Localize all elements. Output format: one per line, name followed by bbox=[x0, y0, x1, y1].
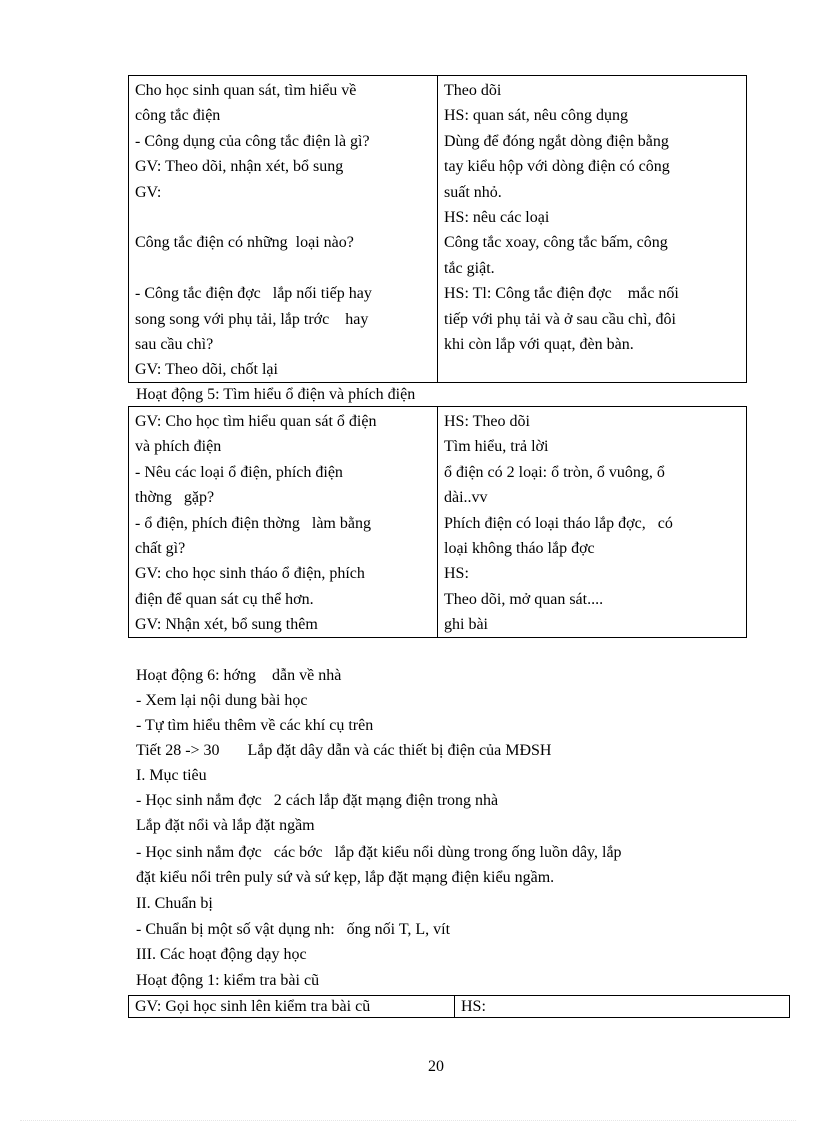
body-line: Lắp đặt nổi và lắp đặt ngầm bbox=[136, 817, 315, 834]
heading-activity-5: Hoạt động 5: Tìm hiểu ổ điện và phích điện bbox=[136, 386, 416, 403]
table-1-right-line: tắc giật. bbox=[444, 259, 495, 277]
table-1-left-line bbox=[135, 205, 437, 230]
table-1-right-column bbox=[438, 76, 746, 382]
body-line: Hoạt động 6: hớng dẫn về nhà bbox=[136, 667, 342, 684]
table-1-left-line: - Công tắc điện đợc lắp nối tiếp hay bbox=[135, 285, 372, 303]
table-1-left-column bbox=[129, 76, 438, 382]
table-1 bbox=[128, 75, 747, 383]
body-line: I. Mục tiêu bbox=[136, 767, 207, 784]
table-2-right-line: ổ điện có 2 loại: ổ tròn, ổ vuông, ổ bbox=[444, 463, 665, 481]
table-3-right-cell bbox=[455, 996, 789, 1017]
table-1-right-line: HS: Tl: Công tắc điện đợc mắc nối bbox=[444, 285, 679, 303]
table-2-right-line: ghi bài bbox=[444, 616, 488, 634]
body-line: - Xem lại nội dung bài học bbox=[136, 692, 308, 709]
table-2-left-line: - Nêu các loại ổ điện, phích điện bbox=[135, 463, 343, 481]
table-2-right-line: HS: bbox=[444, 565, 469, 583]
body-line: II. Chuẩn bị bbox=[136, 895, 213, 912]
body-line: - Học sinh nắm đợc 2 cách lắp đặt mạng điện trong nhà bbox=[136, 792, 499, 809]
table-2-left-line: chất gì? bbox=[135, 539, 186, 557]
table-2-left-line: điện để quan sát cụ thể hơn. bbox=[135, 590, 314, 608]
table-2-left-line: GV: cho học sinh tháo ổ điện, phích bbox=[135, 565, 365, 583]
table-1-left-line: GV: bbox=[135, 183, 162, 201]
table-1-left-line: Công tắc điện có những loại nào? bbox=[135, 234, 354, 252]
table-2-left-line: thờng gặp? bbox=[135, 489, 215, 507]
table-1-left-line bbox=[135, 256, 437, 281]
table-2-left-column bbox=[129, 407, 438, 637]
body-line: - Học sinh nắm đợc các bớc lắp đặt kiểu nổi dùng trong ống luồn dây, lắp bbox=[136, 844, 622, 861]
table-2-right-line: HS: Theo dõi bbox=[444, 413, 530, 430]
body-line: III. Các hoạt động dạy học bbox=[136, 946, 307, 963]
table-3 bbox=[128, 995, 790, 1018]
body-line: - Chuẩn bị một số vật dụng nh: ống nối T, L, vít bbox=[136, 921, 451, 938]
table-2-right-line: Phích điện có loại tháo lắp đợc, có bbox=[444, 514, 673, 532]
table-2-left-line: GV: Nhận xét, bổ sung thêm bbox=[135, 616, 318, 634]
body-line: đặt kiểu nổi trên puly sứ và sứ kẹp, lắp đặt mạng điện kiểu ngầm. bbox=[136, 869, 555, 886]
table-1-left-line: GV: Theo dõi, chốt lại bbox=[135, 361, 278, 379]
table-2-right-line: Tìm hiểu, trả lời bbox=[444, 438, 549, 456]
table-1-left-line: song song với phụ tải, lắp trớc hay bbox=[135, 310, 369, 328]
table-1-right-line: tay kiểu hộp với dòng điện có công bbox=[444, 158, 670, 176]
table-2-left-line: và phích điện bbox=[135, 438, 222, 456]
table-1-right-line: tiếp với phụ tải và ở sau cầu chì, đôi bbox=[444, 310, 676, 328]
table-1-right-line: Dùng để đóng ngắt dòng điện bằng bbox=[444, 132, 669, 150]
table-1-left-line: Cho học sinh quan sát, tìm hiểu về bbox=[135, 82, 357, 99]
table-1-left-line: - Công dụng của công tắc điện là gì? bbox=[135, 132, 370, 150]
table-3-left-text: GV: Gọi học sinh lên kiểm tra bài cũ bbox=[135, 998, 371, 1015]
table-2-left-line: GV: Cho học tìm hiểu quan sát ổ điện bbox=[135, 413, 377, 430]
table-2-right-line: Theo dõi, mở quan sát.... bbox=[444, 590, 604, 608]
page-number: 20 bbox=[428, 1058, 444, 1075]
footer-dotted-line bbox=[20, 1120, 796, 1121]
table-1-right-line: HS: nêu các loại bbox=[444, 208, 550, 226]
table-2-right-column bbox=[438, 407, 746, 637]
body-line: Tiết 28 -> 30 Lắp đặt dây dẫn và các thiết bị điện của MĐSH bbox=[136, 742, 552, 759]
table-1-left-line: sau cầu chì? bbox=[135, 335, 214, 353]
table-2-left-line: - ổ điện, phích điện thờng làm bằng bbox=[135, 514, 371, 532]
table-1-right-line: khi còn lắp với quạt, đèn bàn. bbox=[444, 335, 634, 353]
table-2-right-line: loại không tháo lắp đợc bbox=[444, 539, 595, 557]
table-2 bbox=[128, 406, 747, 638]
table-1-left-line: GV: Theo dõi, nhận xét, bổ sung bbox=[135, 158, 344, 176]
table-3-left-cell bbox=[129, 996, 455, 1017]
table-2-right-line: dài..vv bbox=[444, 489, 488, 507]
table-1-right-line: suất nhỏ. bbox=[444, 183, 502, 201]
table-1-right-line: Theo dõi bbox=[444, 82, 502, 99]
table-1-left-line: công tắc điện bbox=[135, 107, 221, 125]
table-1-right-line: HS: quan sát, nêu công dụng bbox=[444, 107, 628, 125]
table-1-right-line: Công tắc xoay, công tắc bấm, công bbox=[444, 234, 668, 252]
body-line: - Tự tìm hiểu thêm về các khí cụ trên bbox=[136, 717, 374, 734]
body-line: Hoạt động 1: kiểm tra bài cũ bbox=[136, 972, 320, 989]
table-3-right-text: HS: bbox=[461, 998, 486, 1015]
